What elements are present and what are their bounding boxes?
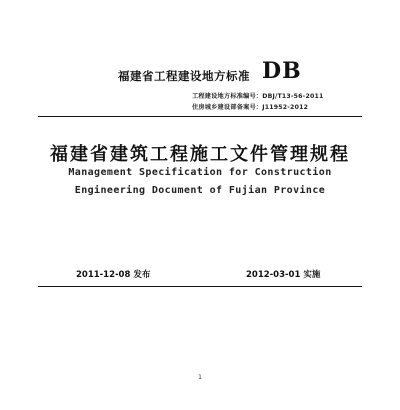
implementation-date: 2012-03-01 实施	[246, 270, 321, 280]
document-title-english-line-2: Engineering Document of Fujian Province	[74, 185, 326, 196]
page-number: 1	[198, 374, 202, 381]
record-number: 住房城乡建设部备案号：J11952-2012	[192, 104, 309, 111]
document-title-english-line-1: Management Specification for Construction	[68, 167, 332, 178]
document-title-chinese: 福建省建筑工程施工文件管理规程	[50, 144, 350, 165]
standard-series-label: 福建省工程建设地方标准	[118, 69, 250, 83]
registration-number: 工程建设地方标准编号：DBJ/T13-56-2011	[192, 93, 324, 100]
top-divider	[38, 116, 362, 117]
bottom-divider	[38, 286, 362, 287]
standard-code: DB	[262, 58, 302, 84]
issue-date: 2011-12-08 发布	[76, 270, 151, 280]
